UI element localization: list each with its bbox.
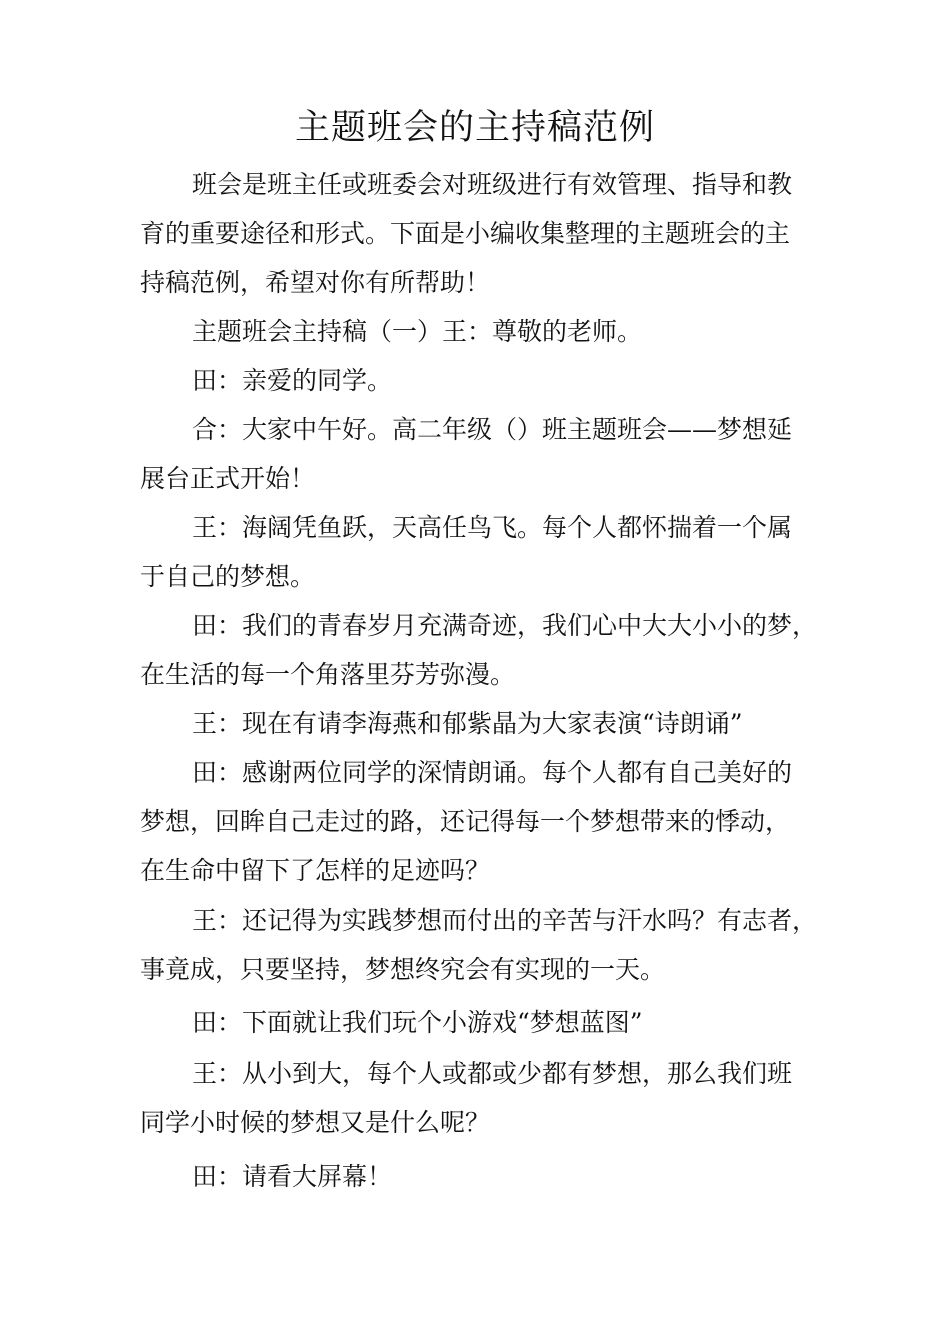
paragraph-dialogue [140,896,820,994]
paragraph-dialogue [140,601,820,699]
paragraph-line: 展台正式开始！ [140,464,316,493]
paragraph-line: 育的重要途径和形式。下面是小编收集整理的主题班会的主 [140,219,791,248]
paragraph-dialogue [140,1049,820,1147]
paragraph-line: 田：请看大屏幕！ [192,1162,393,1191]
paragraph-line: 王：现在有请李海燕和郁紫晶为大家表演“诗朗诵” [192,709,743,738]
paragraph-line: 事竟成，只要坚持，梦想终究会有实现的一天。 [140,955,666,984]
paragraph-line: 田：感谢两位同学的深情朗诵。每个人都有自己美好的 [192,758,793,787]
paragraph-line: 同学小时候的梦想又是什么呢？ [140,1108,491,1137]
paragraph-line: 在生命中留下了怎样的足迹吗？ [140,856,491,885]
paragraph-line: 田：下面就让我们玩个小游戏“梦想蓝图” [192,1008,643,1037]
document-title: 主题班会的主持稿范例 [294,108,655,148]
paragraph-line: 田：我们的青春岁月充满奇迹，我们心中大大小小的梦， [192,611,818,640]
paragraph-dialogue [140,748,820,895]
paragraph-line: 合：大家中午好。高二年级（）班主题班会——梦想延 [192,415,793,444]
paragraph-line: 田：亲爱的同学。 [192,366,393,395]
paragraph-line: 梦想，回眸自己走过的路，还记得每一个梦想带来的悸动， [140,807,791,836]
paragraph-line: 主题班会主持稿（一）王：尊敬的老师。 [192,317,643,346]
paragraph-dialogue [140,503,820,601]
paragraph-dialogue [140,405,820,503]
paragraph-line: 在生活的每一个角落里芬芳弥漫。 [140,660,516,689]
paragraph-dialogue [140,356,820,405]
paragraph-dialogue [140,1152,820,1201]
paragraph-line: 王：从小到大，每个人或都或少都有梦想，那么我们班 [192,1059,793,1088]
paragraph-intro [140,160,820,307]
paragraph-dialogue [140,998,820,1047]
paragraph-line: 持稿范例，希望对你有所帮助！ [140,268,491,297]
paragraph-line: 班会是班主任或班委会对班级进行有效管理、指导和教 [192,170,793,199]
paragraph-dialogue [140,699,820,748]
paragraph-line: 于自己的梦想。 [140,562,316,591]
paragraph-line: 王：海阔凭鱼跃，天高任鸟飞。每个人都怀揣着一个属 [192,513,793,542]
paragraph-line: 王：还记得为实践梦想而付出的辛苦与汗水吗？有志者， [192,906,818,935]
paragraph-script-heading [140,307,820,356]
